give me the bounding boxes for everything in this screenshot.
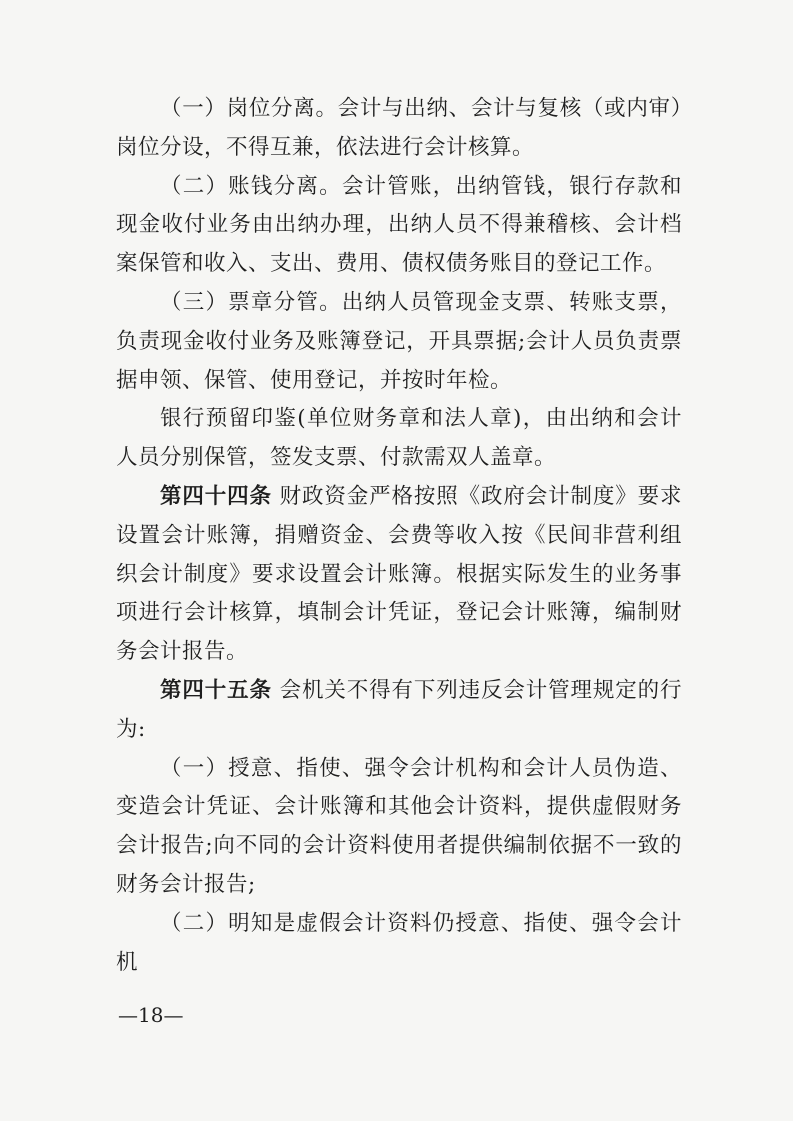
paragraph-4 [116, 400, 682, 478]
article-44-text: 财政资金严格按照《政府会计制度》要求设置会计账簿，捐赠资金、会费等收入按《民间非营利组织会计制度》要求设置会计账簿。根据实际发生的业务事项进行会计核算，填制会计凭证，登记会计账簿，编制财务会计报告。 [116, 483, 682, 665]
paragraph-1 [116, 90, 682, 168]
paragraph-7 [116, 750, 682, 905]
page-number: —18— [118, 1003, 184, 1027]
paragraph-3 [116, 284, 682, 400]
paragraph-4-text: 银行预留印鉴(单位财务章和法人章)，由出纳和会计人员分别保管，签发支票、付款需双人盖章。 [116, 406, 682, 471]
article-45 [116, 672, 682, 750]
paragraph-2 [116, 168, 682, 284]
paragraph-7-text: （一）授意、指使、强令会计机构和会计人员伪造、变造会计凭证、会计账簿和其他会计资料，提供虚假财务会计报告;向不同的会计资料使用者提供编制依据不一致的财务会计报告; [116, 755, 682, 897]
document-body [116, 90, 682, 982]
article-44 [116, 478, 682, 672]
paragraph-2-text: （二）账钱分离。会计管账，出纳管钱，银行存款和现金收付业务由出纳办理，出纳人员不得兼稽核、会计档案保管和收入、支出、费用、债权债务账目的登记工作。 [116, 173, 682, 277]
paragraph-8 [116, 905, 682, 983]
article-45-heading: 第四十五条 [160, 677, 272, 703]
paragraph-8-text: （二）明知是虚假会计资料仍授意、指使、强令会计机 [116, 910, 682, 975]
article-45-text: 会机关不得有下列违反会计管理规定的行为: [116, 677, 682, 742]
paragraph-3-text: （三）票章分管。出纳人员管现金支票、转账支票，负责现金收付业务及账簿登记，开具票据;会计人员负责票据申领、保管、使用登记，并按时年检。 [116, 289, 682, 393]
paragraph-1-text: （一）岗位分离。会计与出纳、会计与复核（或内审）岗位分设，不得互兼，依法进行会计核算。 [116, 96, 682, 160]
article-44-heading: 第四十四条 [160, 483, 272, 509]
